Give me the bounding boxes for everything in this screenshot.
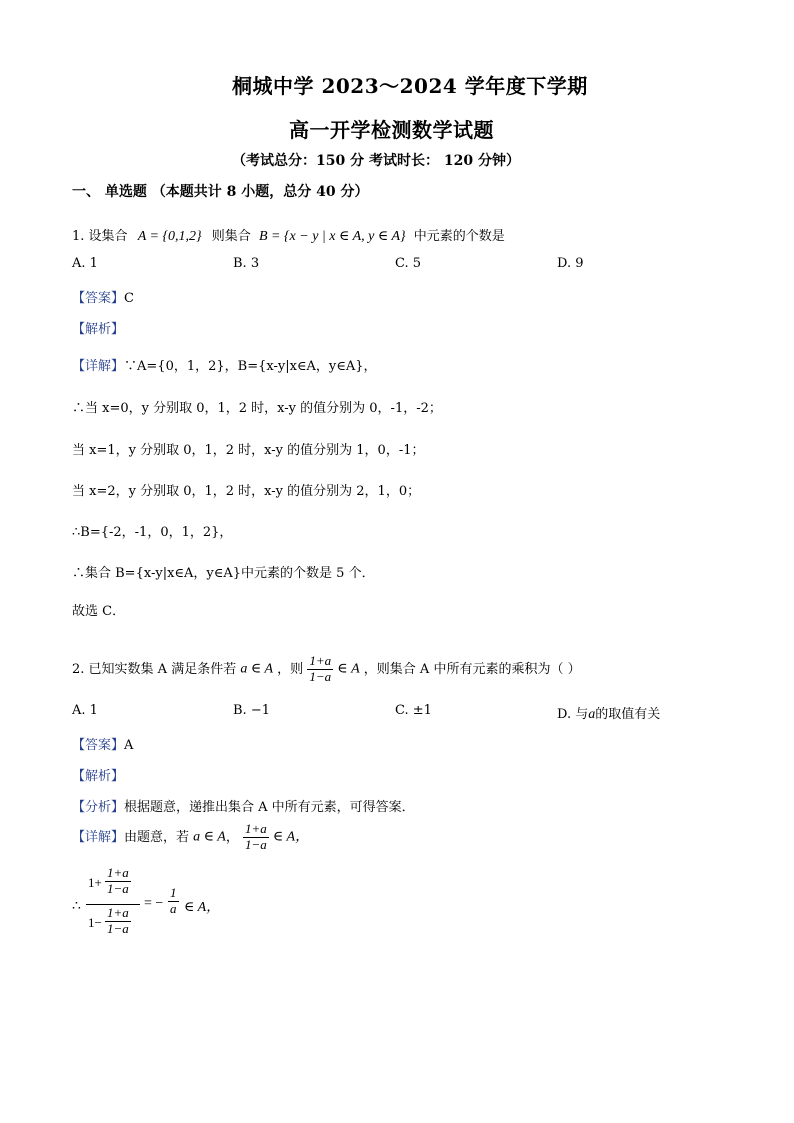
q2-nested-fraction: [86, 866, 142, 944]
q2-nested-bot-frac: [105, 906, 131, 937]
q2-fraction-den: 1−a: [309, 668, 332, 684]
q1-detail-line-3: 当 x=1，y 分别取 0，1，2 时，x-y 的值分别为 1，0，-1；: [72, 443, 425, 458]
q1-detail-line-7: 故选 C．: [72, 604, 126, 619]
q1-detail-line-5: ∴B={-2，-1，0，1，2}，: [72, 525, 233, 540]
q2-detail-text: 由题意，若: [124, 829, 190, 845]
q2-result-eq: = −: [144, 896, 164, 911]
q1-stem: [72, 225, 505, 245]
q2-option-d-prefix: D. 与: [557, 707, 589, 722]
q2-result-tail: ∈ A，: [184, 900, 221, 915]
q2-nested-top-den: 1−a: [107, 880, 129, 896]
q2-option-d: [557, 703, 660, 723]
q1-detail-line-4: 当 x=2，y 分别取 0，1，2 时，x-y 的值分别为 2，1，0；: [72, 484, 421, 499]
q2-fenxi-text: 根据题意，递推出集合 A 中所有元素，可得答案．: [124, 800, 415, 815]
q2-detail-label: 【详解】: [72, 829, 125, 845]
q2-result-num: 1: [170, 885, 177, 900]
q2-cond: a ∈ A: [240, 661, 274, 677]
q2-fenxi: [72, 796, 415, 815]
q2-stem: [72, 654, 581, 685]
q2-comma: ，则: [277, 661, 304, 677]
q2-number: 2. 已知实数集 A 满足条件若: [72, 661, 237, 677]
q2-nested-top-frac: [105, 866, 131, 897]
q2-nested-bot-one: 1−: [88, 915, 102, 930]
q2-detail-num: 1+a: [245, 821, 267, 836]
q2-option-c: C. ±1: [395, 703, 432, 718]
q2-detail-fraction: [243, 822, 269, 853]
q2-therefore: ∴: [72, 899, 81, 914]
q1-number: 1. 设集合: [72, 229, 128, 244]
q2-analysis-label: 【解析】: [72, 769, 125, 784]
q2-option-a: A. 1: [72, 703, 98, 718]
q1-analysis-label: 【解析】: [72, 322, 125, 337]
q1-set-a: A = {0,1,2}: [137, 229, 202, 244]
q2-nested-bot-num: 1+a: [107, 905, 129, 920]
q2-result-frac: [168, 886, 179, 917]
q2-result-den: a: [170, 900, 177, 916]
q2-fraction-num: 1+a: [309, 653, 332, 668]
q2-detail-in: ∈ A，: [272, 829, 310, 845]
q2-option-b: B. −1: [233, 703, 270, 718]
q2-fenxi-label: 【分析】: [72, 800, 125, 815]
q2-tail: ，则集合 A 中所有元素的乘积为（ ）: [363, 661, 581, 677]
q2-derivation: [72, 866, 272, 946]
section-heading: 一、 单选题 （本题共计 8 小题，总分 40 分）: [72, 184, 369, 200]
q1-option-d: D. 9: [557, 256, 584, 271]
q1-option-a: A. 1: [72, 256, 98, 271]
q1-detail-line-2: ∴当 x=0，y 分别取 0，1，2 时，x-y 的值分别为 0，-1，-2；: [72, 401, 442, 416]
q1-detail-text-1: ∵A={0，1，2}，B={x-y|x∈A，y∈A}，: [124, 359, 377, 374]
q1-option-c: C. 5: [395, 256, 422, 271]
q2-detail: [72, 822, 309, 853]
q2-answer-label: 【答案】: [72, 738, 125, 753]
q2-answer: [72, 734, 133, 753]
q2-nested-top-num: 1+a: [107, 865, 129, 880]
q2-detail-comma: ，: [225, 829, 239, 845]
q2-answer-value: A: [124, 738, 134, 753]
q1-answer-value: C: [124, 291, 134, 306]
q1-answer: [72, 287, 134, 306]
q2-detail-den: 1−a: [245, 836, 267, 852]
q1-set-b: B = {x − y | x ∈ A, y ∈ A}: [258, 229, 406, 244]
q2-detail-cond: a ∈ A: [193, 829, 226, 845]
exam-subtitle: 高一开学检测数学试题: [289, 118, 494, 142]
q2-option-d-var: a: [588, 707, 596, 722]
exam-info: （考试总分：150 分 考试时长： 120 分钟）: [232, 153, 520, 169]
q2-nested-top-one: 1+: [88, 875, 102, 890]
q2-option-d-tail: 的取值有关: [595, 707, 661, 722]
q2-in-a: ∈ A: [337, 661, 360, 677]
q2-fraction: [307, 654, 333, 685]
q1-option-b: B. 3: [233, 256, 260, 271]
q1-tail: 中元素的个数是: [413, 229, 505, 244]
exam-title: 桐城中学 2023～2024 学年度下学期: [232, 74, 588, 98]
q1-detail-line-6: ∴集合 B={x-y|x∈A，y∈A}中元素的个数是 5 个．: [72, 566, 375, 581]
q1-answer-label: 【答案】: [72, 291, 125, 306]
q1-mid: 则集合: [211, 229, 251, 244]
q1-detail-line-1: [72, 355, 377, 374]
q1-detail-label: 【详解】: [72, 359, 125, 374]
q2-nested-bot-den: 1−a: [107, 920, 129, 936]
